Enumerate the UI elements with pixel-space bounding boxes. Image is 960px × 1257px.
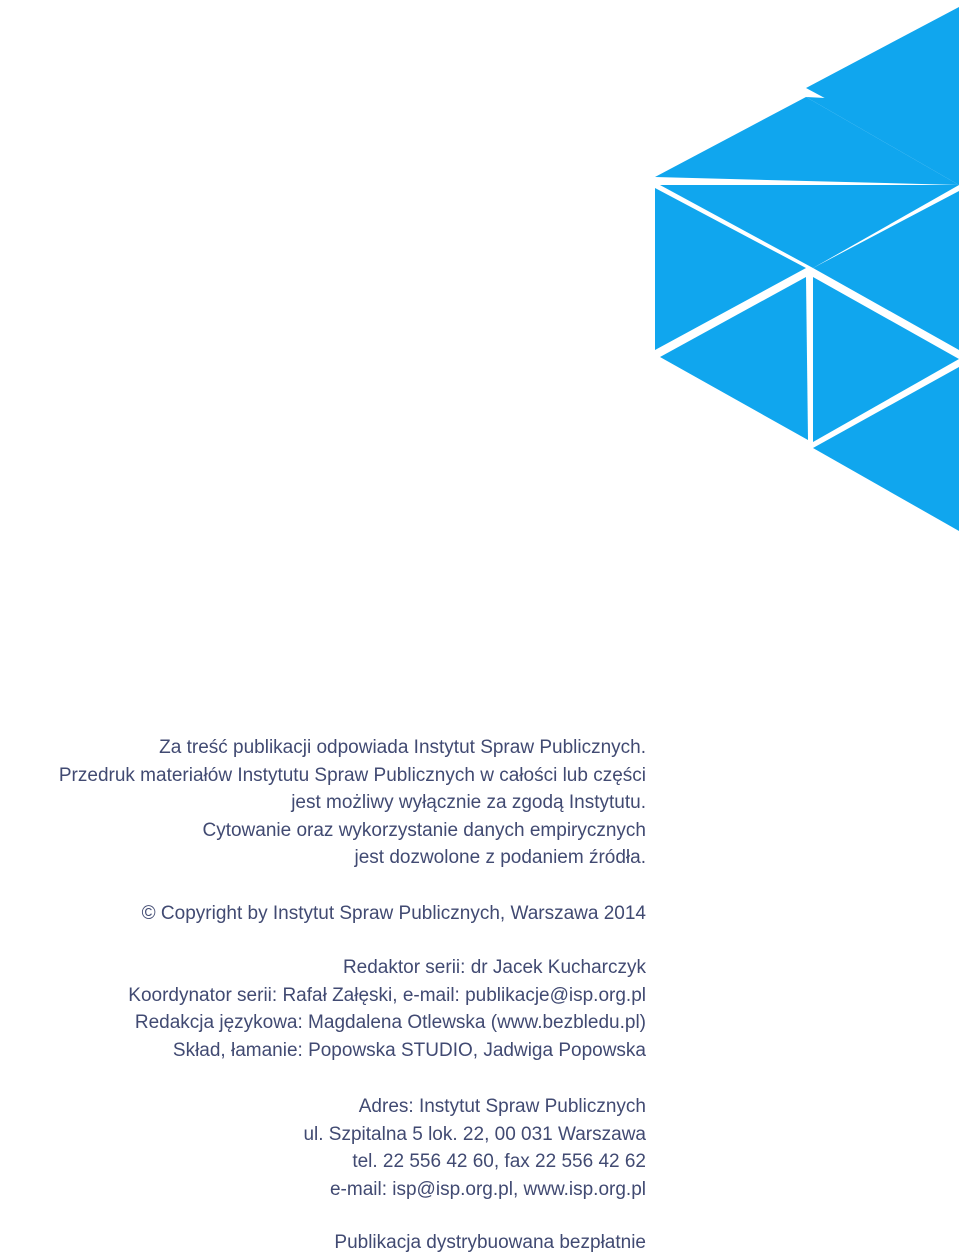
distribution-line: Publikacja dystrybuowana bezpłatnie bbox=[334, 1232, 646, 1253]
typesetting: Skład, łamanie: Popowska STUDIO, Jadwiga Popowska bbox=[172, 1039, 646, 1061]
distribution-note bbox=[334, 1229, 646, 1257]
notice-line: Cytowanie oraz wykorzystanie danych empirycznych bbox=[202, 819, 646, 841]
notice-line: Za treść publikacji odpowiada Instytut Spraw Publicznych. bbox=[159, 737, 646, 758]
credits-block bbox=[128, 954, 646, 1064]
publication-notice bbox=[59, 734, 646, 872]
language-editing: Redakcja językowa: Magdalena Otlewska (www.bezbledu.pl) bbox=[134, 1012, 646, 1033]
notice-line: Przedruk materiałów Instytutu Spraw Publicznych w całości lub części bbox=[58, 764, 646, 786]
series-editor: Redaktor serii: dr Jacek Kucharczyk bbox=[342, 957, 646, 978]
address-line: Adres: Instytut Spraw Publicznych bbox=[358, 1096, 646, 1117]
notice-line: jest dozwolone z podaniem źródła. bbox=[354, 847, 646, 868]
address-block bbox=[303, 1093, 646, 1203]
copyright-block bbox=[142, 900, 646, 928]
copyright-line: © Copyright by Instytut Spraw Publicznych, Warszawa 2014 bbox=[141, 903, 646, 924]
address-line: tel. 22 556 42 60, fax 22 556 42 62 bbox=[352, 1151, 646, 1172]
notice-line: jest możliwy wyłącznie za zgodą Instytutu. bbox=[291, 792, 646, 813]
series-coordinator: Koordynator serii: Rafał Załęski, e-mail: publikacje@isp.org.pl bbox=[128, 984, 646, 1006]
address-line: ul. Szpitalna 5 lok. 22, 00 031 Warszawa bbox=[303, 1123, 646, 1145]
address-line: e-mail: isp@isp.org.pl, www.isp.org.pl bbox=[329, 1178, 646, 1200]
isp-triangle-logo bbox=[0, 0, 960, 540]
